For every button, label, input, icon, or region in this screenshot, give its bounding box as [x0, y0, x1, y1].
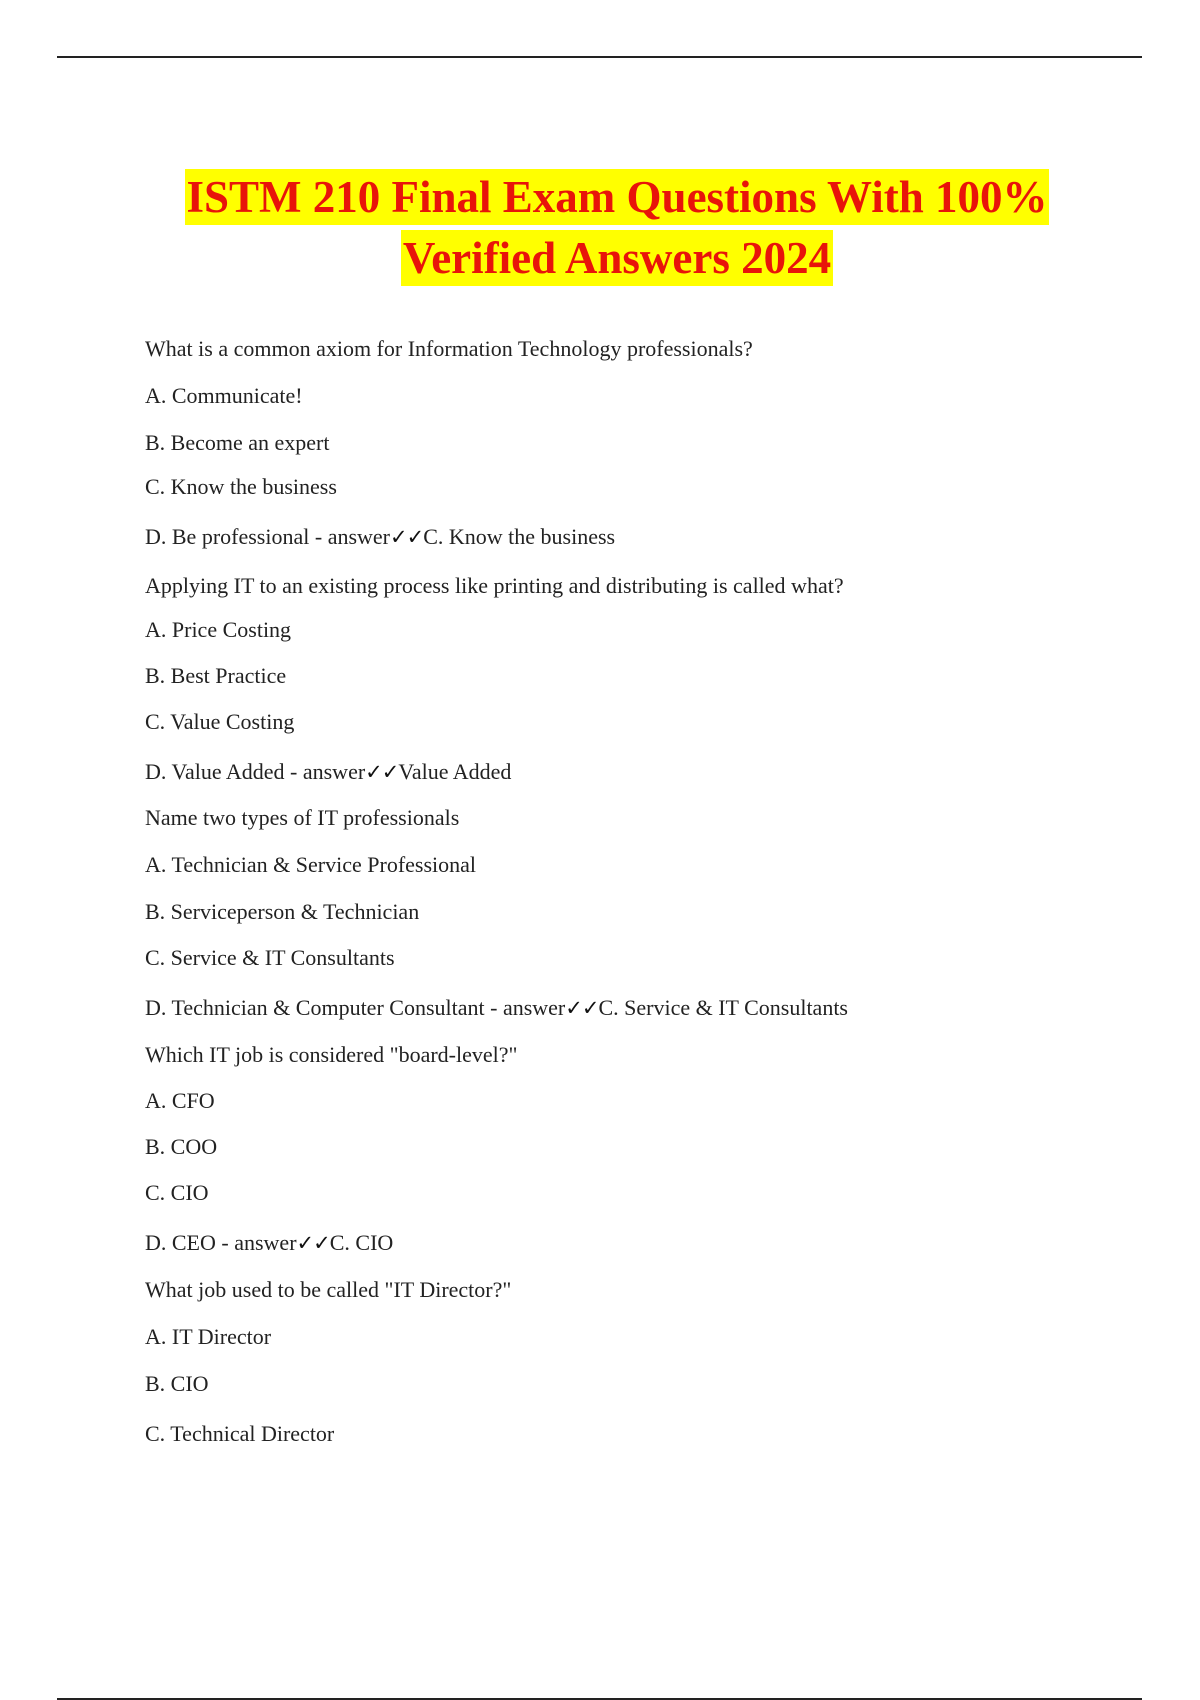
double-check-icon: ✓✓ [365, 760, 399, 784]
option-d-text: D. Be professional - [145, 524, 328, 549]
question-2-option-b: B. Best Practice [145, 663, 287, 688]
title-highlight-1: ISTM 210 Final Exam Questions With 100% [185, 169, 1050, 225]
document-title-line-1 [0, 169, 1200, 225]
option-d-text: D. Value Added - [145, 759, 303, 784]
double-check-icon: ✓✓ [390, 525, 424, 549]
answer-label: answer [302, 759, 366, 784]
question-2-text: Applying IT to an existing process like printing and distributing is called what? [145, 573, 844, 598]
question-3-option-d-with-answer [145, 995, 848, 1020]
question-4-option-b: B. COO [145, 1134, 218, 1159]
question-3-option-c: C. Service & IT Consultants [145, 945, 395, 970]
answer-text: C. CIO [329, 1230, 394, 1255]
answer-text: C. Service & IT Consultants [598, 995, 848, 1020]
answer-text: C. Know the business [423, 524, 616, 549]
option-d-text: D. Technician & Computer Consultant - [145, 995, 503, 1020]
question-2-option-d-with-answer [145, 759, 511, 784]
question-4-option-a: A. CFO [145, 1088, 215, 1113]
answer-text: Value Added [398, 759, 512, 784]
question-1-option-b: B. Become an expert [145, 430, 330, 455]
answer-label: answer [327, 524, 390, 549]
top-rule [57, 56, 1142, 58]
question-5-option-b: B. CIO [145, 1371, 209, 1396]
option-d-text: D. CEO - [145, 1230, 235, 1255]
title-highlight-2: Verified Answers 2024 [401, 230, 833, 286]
question-5-option-c: C. Technical Director [145, 1421, 335, 1446]
question-5-text: What job used to be called "IT Director?" [145, 1277, 512, 1302]
answer-label: answer [502, 995, 566, 1020]
question-4-option-d-with-answer [145, 1230, 393, 1255]
question-5-option-a: A. IT Director [145, 1324, 272, 1349]
question-2-option-c: C. Value Costing [145, 709, 295, 734]
question-4-text: Which IT job is considered "board-level?" [145, 1042, 518, 1067]
double-check-icon: ✓✓ [565, 996, 599, 1020]
question-4-option-c: C. CIO [145, 1180, 209, 1205]
double-check-icon: ✓✓ [296, 1231, 330, 1255]
answer-label: answer [234, 1230, 297, 1255]
document-title-line-2 [0, 230, 1200, 286]
question-1-option-c: C. Know the business [145, 474, 337, 499]
question-2-option-a: A. Price Costing [145, 617, 292, 642]
question-3-option-a: A. Technician & Service Professional [145, 852, 477, 877]
question-1-text: What is a common axiom for Information Technology professionals? [145, 336, 753, 361]
question-3-option-b: B. Serviceperson & Technician [145, 899, 420, 924]
question-3-text: Name two types of IT professionals [145, 805, 460, 830]
question-1-option-d-with-answer [145, 524, 615, 549]
question-1-option-a: A. Communicate! [145, 383, 303, 408]
